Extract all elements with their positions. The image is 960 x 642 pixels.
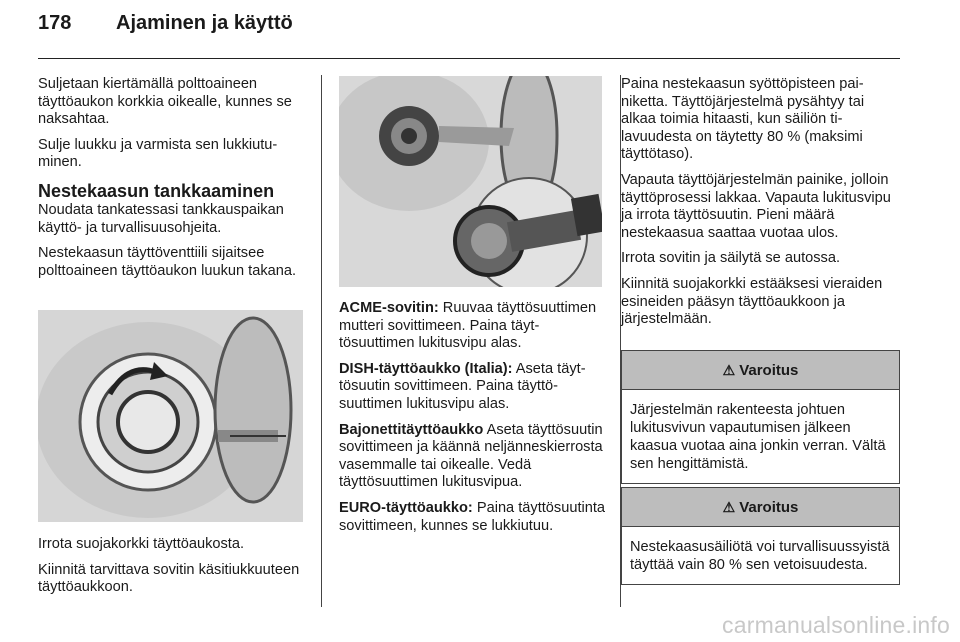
warning-title: Varoitus <box>739 498 799 516</box>
paragraph: Kiinnitä suojakorkki estääksesi vieraiden esineiden pääsyn täyttöaukkoon ja järjestelmään. <box>621 275 883 328</box>
warning-text: Nestekaasusäiliötä voi turvallisuussyistä täyttää vain 80 % sen vetoisuudesta. <box>630 539 890 573</box>
header-divider <box>38 58 900 59</box>
paragraph: Irrota suojakorkki täyttöaukosta. <box>38 536 245 552</box>
paragraph-euro <box>339 500 609 535</box>
term-dish-text: Aseta täyttösuutin sovittimeen. Paina täyttösuuttimen lukitusvipu alas. <box>339 360 586 412</box>
warning-icon: ⚠ <box>722 361 736 378</box>
filler-flap-illustration <box>38 310 303 522</box>
warning-box <box>621 487 900 585</box>
watermark: carmanualsonline.info <box>722 612 950 638</box>
paragraph-bajonetti <box>339 422 609 492</box>
warning-box <box>621 350 900 484</box>
column-left <box>38 76 306 288</box>
chapter-title: Ajaminen ja käyttö <box>116 12 293 34</box>
paragraph: Vapauta täyttöjärjestelmän painike, jolloin täyttöprosessi lakkaa. Vapauta lukitusvipu ja irrota täyttösuutin. Pieni määrä nestekaasua saattaa vuotaa ulos. <box>621 171 891 241</box>
paragraph: Suljetaan kiertämällä polttoaineen täyttöaukon korkkia oikealle, kunnes se naksahtaa. <box>38 76 292 128</box>
paragraph: Noudata tankatessasi tankkauspaikan käyttö- ja turvallisuusohjeita. <box>38 201 284 236</box>
term-dish: DISH-täyttöaukko (Italia): <box>339 360 513 377</box>
lpg-adapter-illustration <box>339 76 602 287</box>
term-acme: ACME-sovitin: <box>339 300 439 316</box>
page-header <box>38 12 293 46</box>
warning-text: Järjestelmän rakenteesta johtuen lukitusvivun vapautumisen jälkeen kaasua vuotaa aina jonkin verran. Vältä sen hengittämistä. <box>630 402 886 472</box>
warning-title: Varoitus <box>739 361 799 379</box>
warning-header <box>622 488 899 527</box>
term-bajonetti-text: Aseta täyttösuutin sovittimeen ja käännä neljänneskierrosta vasemmalle tai oikealle. Vedä täyttösuuttimen lukitusvipua. <box>339 421 603 491</box>
term-acme-text: Ruuvaa täyttösuuttimen mutteri sovittimeen. Paina täyttösuuttimen lukitusvipu alas. <box>339 300 597 352</box>
column-divider-1 <box>321 75 322 607</box>
term-euro-text: Paina täyttösuutinta sovittimeen, kunnes se lukkiutuu. <box>339 499 606 534</box>
paragraph-dish <box>339 361 609 414</box>
paragraph: Irrota sovitin ja säilytä se autossa. <box>621 250 841 267</box>
column-right <box>621 76 901 337</box>
section-heading: Nestekaasun tankkaaminen <box>38 180 275 201</box>
paragraph: Sulje luukku ja varmista sen lukkiutuminen. <box>38 136 278 171</box>
term-euro: EURO-täyttöaukko: <box>339 499 473 516</box>
column-middle <box>339 300 609 543</box>
paragraph: Kiinnitä tarvittava sovitin käsitiukkuuteen täyttöaukkoon. <box>38 561 300 596</box>
paragraph: Nestekaasun täyttöventtiili sijaitsee polttoaineen täyttöaukon luukun takana. <box>38 245 297 279</box>
warning-icon: ⚠ <box>722 498 736 515</box>
paragraph-acme <box>339 300 609 353</box>
column-left-lower <box>38 536 306 605</box>
page-number: 178 <box>38 12 72 34</box>
term-bajonetti: Bajonettitäyttöaukko <box>339 421 484 438</box>
warning-header <box>622 351 899 390</box>
paragraph: Paina nestekaasun syöttöpisteen painiketta. Täyttöjärjestelmä pysähtyy tai alkaa toimia hitaasti, kun säiliön tilavuudesta on täytetty 80 % (maksimi täyttötaso). <box>621 76 865 163</box>
